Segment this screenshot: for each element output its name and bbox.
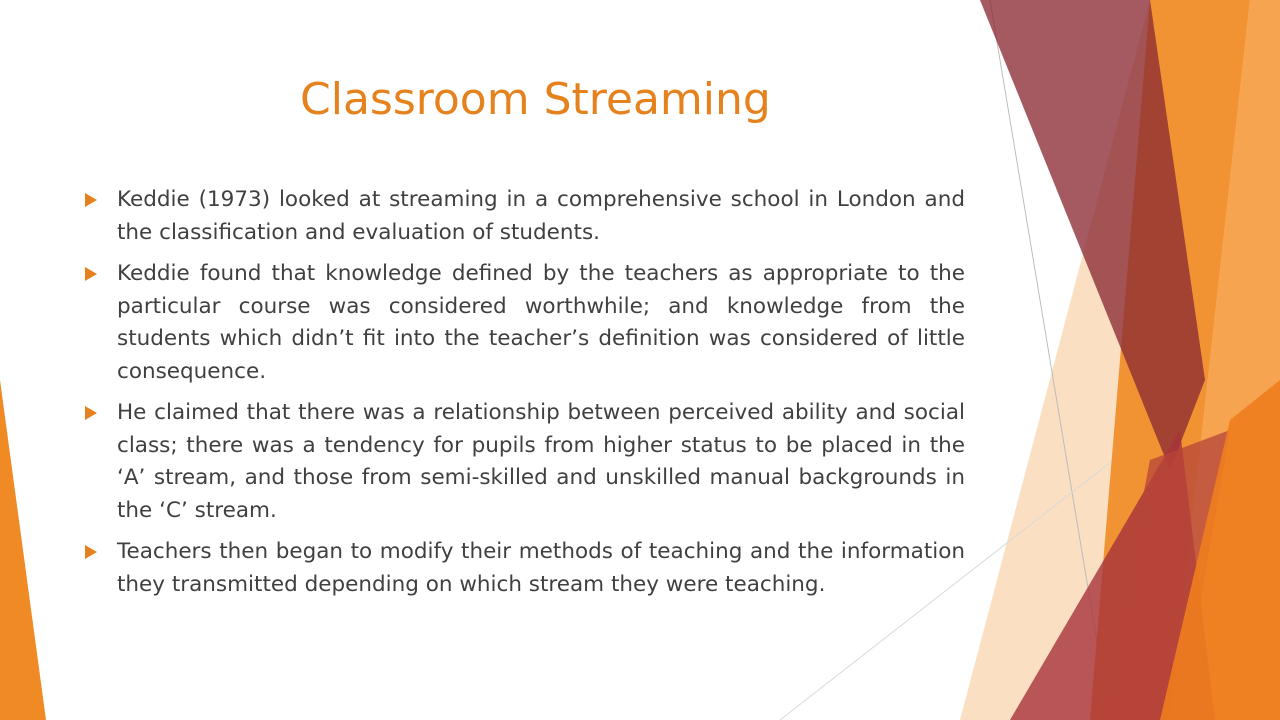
bullet-text: He claimed that there was a relationship between perceived ability and social class; there was a tendency for pupils from higher status to be placed in the ‘A’ stream, and those from semi-skilled and unskilled manual backgrounds in the ‘C’ stream. <box>117 400 965 523</box>
slide-title: Classroom Streaming <box>300 74 771 125</box>
list-item <box>85 397 965 527</box>
bullet-text: Keddie found that knowledge defined by the teachers as appropriate to the particular course was considered worthwhile; and knowledge from the students which didn’t fit into the teacher’s definition was considered of little consequence. <box>117 261 965 384</box>
list-item <box>85 184 965 249</box>
bullet-list <box>85 184 965 610</box>
left-orange-shape <box>0 380 46 720</box>
triangle-bullet-icon <box>85 193 97 207</box>
list-item <box>85 536 965 601</box>
triangle-bullet-icon <box>85 406 97 420</box>
list-item <box>85 258 965 388</box>
bullet-text: Keddie (1973) looked at streaming in a comprehensive school in London and the classification and evaluation of students. <box>117 187 965 245</box>
triangle-bullet-icon <box>85 545 97 559</box>
triangle-bullet-icon <box>85 267 97 281</box>
bullet-text: Teachers then began to modify their methods of teaching and the information they transmitted depending on which stream they were teaching. <box>117 539 965 597</box>
